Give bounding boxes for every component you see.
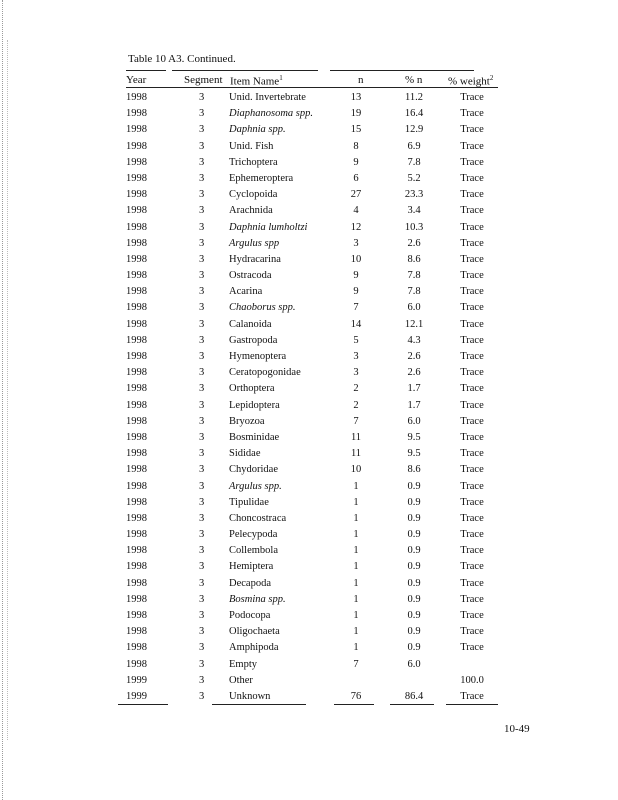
cell-n: 14	[350, 318, 362, 330]
cell-n: 19	[350, 108, 362, 120]
table-row	[0, 691, 618, 707]
cell-year: 1998	[126, 367, 147, 379]
cell-segment: 3	[199, 302, 205, 314]
table-row	[0, 124, 618, 140]
cell-pct-n: 4.3	[407, 334, 421, 346]
header-year: Year	[126, 74, 147, 86]
table-row	[0, 335, 618, 351]
cell-pct-weight: Trace	[460, 221, 484, 233]
table-row	[0, 675, 618, 691]
cell-n: 9	[353, 270, 359, 282]
cell-pct-weight: Trace	[460, 464, 484, 476]
cell-pct-n: 7.8	[407, 270, 421, 282]
cell-item-name: Bosmina spp.	[229, 593, 286, 605]
cell-segment: 3	[199, 577, 205, 589]
cell-n: 1	[353, 577, 359, 589]
table-row	[0, 464, 618, 480]
cell-n: 1	[353, 561, 359, 573]
cell-n: 7	[353, 658, 359, 670]
cell-year: 1998	[126, 626, 147, 638]
cell-segment: 3	[199, 448, 205, 460]
cell-segment: 3	[199, 367, 205, 379]
cell-item-name: Gastropoda	[229, 334, 278, 346]
cell-n: 1	[353, 480, 359, 492]
cell-year: 1998	[126, 270, 147, 282]
cell-item-name: Chaoborus spp.	[229, 302, 296, 314]
cell-item-name: Ephemeroptera	[229, 172, 294, 184]
cell-pct-weight: Trace	[460, 529, 484, 541]
cell-year: 1998	[126, 593, 147, 605]
cell-item-name: Unid. Invertebrate	[229, 92, 306, 103]
cell-item-name: Argulus spp.	[229, 480, 282, 492]
cell-pct-weight: Trace	[460, 92, 484, 103]
cell-year: 1998	[126, 577, 147, 589]
header-rule	[330, 70, 474, 71]
page-number: 10-49	[504, 723, 530, 735]
cell-item-name: Other	[229, 674, 253, 686]
cell-pct-weight: Trace	[460, 512, 484, 524]
cell-pct-weight: Trace	[460, 431, 484, 443]
cell-item-name: Hymenoptera	[229, 351, 287, 362]
header-rule	[126, 70, 166, 71]
cell-pct-n: 3.4	[407, 205, 421, 217]
cell-n: 6	[353, 172, 359, 184]
cell-segment: 3	[199, 610, 205, 621]
cell-item-name: Choncostraca	[229, 512, 287, 524]
cell-item-name: Cyclopoida	[229, 189, 278, 201]
cell-segment: 3	[199, 156, 205, 168]
cell-pct-n: 7.8	[407, 286, 421, 298]
cell-n: 11	[350, 431, 362, 443]
cell-segment: 3	[199, 593, 205, 605]
cell-pct-n: 10.3	[404, 221, 424, 233]
cell-n: 1	[353, 593, 359, 605]
cell-pct-n: 0.9	[407, 480, 421, 492]
cell-item-name: Unid. Fish	[229, 140, 274, 152]
cell-pct-weight: Trace	[460, 156, 484, 168]
cell-segment: 3	[199, 383, 205, 395]
cell-n: 13	[350, 92, 362, 103]
cell-segment: 3	[199, 286, 205, 298]
table-row	[0, 383, 618, 399]
cell-pct-n: 0.9	[407, 626, 421, 638]
cell-pct-weight: Trace	[460, 593, 484, 605]
cell-segment: 3	[199, 561, 205, 573]
cell-n: 9	[353, 286, 359, 298]
cell-pct-weight: Trace	[460, 690, 484, 702]
cell-segment: 3	[199, 415, 205, 427]
cell-n: 2	[353, 399, 359, 411]
header-rule	[172, 70, 318, 71]
cell-pct-weight: Trace	[460, 237, 484, 249]
cell-pct-weight: Trace	[460, 189, 484, 201]
cell-pct-n: 6.0	[407, 658, 421, 670]
cell-year: 1998	[126, 140, 147, 152]
header-pct-n: % n	[405, 74, 423, 86]
cell-year: 1998	[126, 172, 147, 184]
cell-n: 4	[353, 205, 359, 217]
table-row	[0, 222, 618, 238]
table-row	[0, 659, 618, 675]
cell-item-name: Daphnia lumholtzi	[229, 221, 308, 233]
cell-n: 10	[350, 253, 362, 265]
cell-item-name: Argulus spp	[229, 237, 280, 249]
cell-year: 1998	[126, 610, 147, 621]
cell-pct-n: 5.2	[407, 172, 421, 184]
cell-pct-weight: Trace	[460, 140, 484, 152]
cell-year: 1998	[126, 334, 147, 346]
cell-pct-n: 8.6	[407, 464, 421, 476]
cell-item-name: Empty	[229, 658, 257, 670]
table-row	[0, 319, 618, 335]
cell-year: 1998	[126, 221, 147, 233]
cell-n: 1	[353, 529, 359, 541]
header-item-name: Item Name$^1$	[230, 74, 283, 88]
table-row	[0, 497, 618, 513]
cell-segment: 3	[199, 512, 205, 524]
cell-segment: 3	[199, 92, 205, 103]
cell-year: 1998	[126, 318, 147, 330]
cell-n: 2	[353, 383, 359, 395]
cell-segment: 3	[199, 545, 205, 557]
table-row	[0, 561, 618, 577]
cell-n: 7	[353, 415, 359, 427]
cell-year: 1998	[126, 529, 147, 541]
cell-n: 76	[350, 690, 362, 702]
cell-pct-weight: Trace	[460, 367, 484, 379]
cell-n: 1	[353, 626, 359, 638]
cell-segment: 3	[199, 658, 205, 670]
cell-pct-weight: Trace	[460, 545, 484, 557]
table-body	[0, 92, 618, 707]
cell-item-name: Lepidoptera	[229, 399, 280, 411]
table-row	[0, 529, 618, 545]
cell-segment: 3	[199, 334, 205, 346]
cell-item-name: Amphipoda	[229, 642, 279, 654]
header-underline	[126, 87, 498, 88]
cell-year: 1998	[126, 124, 147, 136]
table-row	[0, 481, 618, 497]
cell-n: 15	[350, 124, 362, 136]
cell-year: 1998	[126, 642, 147, 654]
cell-pct-n: 2.6	[407, 351, 421, 362]
cell-item-name: Ceratopogonidae	[229, 367, 301, 379]
footer-rule	[212, 704, 306, 705]
cell-pct-weight: Trace	[460, 383, 484, 395]
cell-n: 10	[350, 464, 362, 476]
table-row	[0, 351, 618, 367]
table-row	[0, 400, 618, 416]
cell-item-name: Unknown	[229, 690, 271, 702]
cell-year: 1998	[126, 496, 147, 508]
table-row	[0, 416, 618, 432]
cell-year: 1998	[126, 512, 147, 524]
cell-year: 1998	[126, 189, 147, 201]
cell-segment: 3	[199, 464, 205, 476]
cell-segment: 3	[199, 642, 205, 654]
table-row	[0, 545, 618, 561]
cell-item-name: Chydoridae	[229, 464, 278, 476]
cell-pct-weight: Trace	[460, 415, 484, 427]
cell-year: 1998	[126, 658, 147, 670]
footer-rule	[118, 704, 168, 705]
cell-pct-weight: Trace	[460, 253, 484, 265]
table-row	[0, 173, 618, 189]
header-pct-weight: % weight$^2$	[448, 74, 494, 88]
table-row	[0, 626, 618, 642]
table-row	[0, 92, 618, 108]
cell-segment: 3	[199, 351, 205, 362]
cell-pct-weight: Trace	[460, 480, 484, 492]
cell-pct-n: 16.4	[404, 108, 424, 120]
table-row	[0, 286, 618, 302]
cell-pct-n: 0.9	[407, 545, 421, 557]
table-row	[0, 270, 618, 286]
cell-pct-n: 1.7	[407, 399, 421, 411]
cell-pct-n: 0.9	[407, 577, 421, 589]
cell-year: 1998	[126, 480, 147, 492]
cell-pct-weight: Trace	[460, 334, 484, 346]
cell-pct-n: 0.9	[407, 642, 421, 654]
cell-pct-n: 12.1	[404, 318, 424, 330]
cell-year: 1998	[126, 156, 147, 168]
cell-n: 1	[353, 496, 359, 508]
cell-n: 9	[353, 156, 359, 168]
table-row	[0, 594, 618, 610]
table-row	[0, 205, 618, 221]
cell-segment: 3	[199, 172, 205, 184]
cell-year: 1999	[126, 674, 147, 686]
cell-pct-n: 1.7	[407, 383, 421, 395]
cell-pct-weight: Trace	[460, 124, 484, 136]
table-row	[0, 238, 618, 254]
cell-n: 7	[353, 302, 359, 314]
cell-pct-weight: Trace	[460, 626, 484, 638]
cell-year: 1998	[126, 92, 147, 103]
footer-rule	[390, 704, 434, 705]
cell-item-name: Collembola	[229, 545, 278, 557]
cell-n: 3	[353, 237, 359, 249]
cell-pct-n: 11.2	[405, 92, 423, 103]
cell-item-name: Hemiptera	[229, 561, 274, 573]
cell-pct-weight: Trace	[460, 302, 484, 314]
cell-pct-weight: Trace	[460, 318, 484, 330]
footer-rule	[446, 704, 498, 705]
cell-n: 3	[353, 351, 359, 362]
cell-item-name: Sididae	[229, 448, 261, 460]
cell-pct-weight: Trace	[460, 108, 484, 120]
cell-n: 1	[353, 642, 359, 654]
cell-year: 1998	[126, 205, 147, 217]
cell-item-name: Tipulidae	[229, 496, 269, 508]
cell-item-name: Hydracarina	[229, 253, 281, 265]
cell-segment: 3	[199, 108, 205, 120]
cell-pct-n: 0.9	[407, 610, 421, 621]
table-row	[0, 108, 618, 124]
table-row	[0, 448, 618, 464]
header-n: n	[358, 74, 364, 86]
cell-segment: 3	[199, 674, 205, 686]
table-caption: Table 10 A3. Continued.	[128, 53, 236, 65]
cell-item-name: Daphnia spp.	[229, 124, 286, 136]
cell-pct-n: 6.9	[407, 140, 421, 152]
cell-segment: 3	[199, 480, 205, 492]
cell-n: 27	[350, 189, 362, 201]
cell-year: 1998	[126, 302, 147, 314]
cell-segment: 3	[199, 529, 205, 541]
cell-n: 3	[353, 367, 359, 379]
cell-year: 1998	[126, 464, 147, 476]
cell-n: 8	[353, 140, 359, 152]
cell-item-name: Ostracoda	[229, 270, 272, 282]
cell-pct-weight: 100.0	[460, 674, 484, 686]
cell-pct-weight: Trace	[460, 610, 484, 621]
cell-pct-n: 9.5	[407, 431, 421, 443]
cell-year: 1998	[126, 383, 147, 395]
cell-segment: 3	[199, 270, 205, 282]
cell-year: 1998	[126, 545, 147, 557]
header-segment: Segment	[184, 74, 223, 86]
cell-item-name: Acarina	[229, 286, 263, 298]
cell-year: 1998	[126, 108, 147, 120]
cell-segment: 3	[199, 221, 205, 233]
cell-year: 1999	[126, 690, 147, 702]
cell-pct-weight: Trace	[460, 561, 484, 573]
cell-item-name: Decapoda	[229, 577, 271, 589]
cell-pct-n: 23.3	[404, 189, 424, 201]
cell-pct-n: 2.6	[407, 237, 421, 249]
cell-n: 12	[350, 221, 362, 233]
cell-segment: 3	[199, 237, 205, 249]
cell-item-name: Arachnida	[229, 205, 273, 217]
cell-pct-weight: Trace	[460, 399, 484, 411]
cell-year: 1998	[126, 351, 147, 362]
cell-segment: 3	[199, 431, 205, 443]
cell-pct-n: 7.8	[407, 156, 421, 168]
cell-item-name: Bryozoa	[229, 415, 265, 427]
cell-item-name: Podocopa	[229, 610, 271, 621]
table-row	[0, 254, 618, 270]
cell-pct-weight: Trace	[460, 577, 484, 589]
cell-item-name: Trichoptera	[229, 156, 278, 168]
cell-item-name: Oligochaeta	[229, 626, 280, 638]
cell-segment: 3	[199, 189, 205, 201]
table-row	[0, 302, 618, 318]
cell-n: 1	[353, 610, 359, 621]
cell-pct-n: 6.0	[407, 415, 421, 427]
cell-year: 1998	[126, 415, 147, 427]
cell-pct-weight: Trace	[460, 286, 484, 298]
cell-item-name: Bosminidae	[229, 431, 280, 443]
table-row	[0, 610, 618, 626]
cell-pct-weight: Trace	[460, 205, 484, 217]
cell-pct-weight: Trace	[460, 351, 484, 362]
table-row	[0, 141, 618, 157]
cell-pct-n: 6.0	[407, 302, 421, 314]
cell-pct-weight: Trace	[460, 448, 484, 460]
cell-year: 1998	[126, 399, 147, 411]
cell-segment: 3	[199, 140, 205, 152]
cell-segment: 3	[199, 205, 205, 217]
cell-n: 11	[350, 448, 362, 460]
cell-pct-n: 0.9	[407, 512, 421, 524]
cell-pct-n: 0.9	[407, 496, 421, 508]
cell-pct-n: 0.9	[407, 561, 421, 573]
cell-item-name: Pelecypoda	[229, 529, 278, 541]
cell-pct-weight: Trace	[460, 642, 484, 654]
cell-segment: 3	[199, 690, 205, 702]
cell-n: 5	[353, 334, 359, 346]
cell-year: 1998	[126, 286, 147, 298]
table-row	[0, 513, 618, 529]
table-row	[0, 367, 618, 383]
cell-segment: 3	[199, 253, 205, 265]
cell-segment: 3	[199, 124, 205, 136]
cell-year: 1998	[126, 237, 147, 249]
cell-year: 1998	[126, 431, 147, 443]
cell-year: 1998	[126, 561, 147, 573]
table-row	[0, 189, 618, 205]
table-row	[0, 642, 618, 658]
cell-pct-n: 0.9	[407, 593, 421, 605]
cell-segment: 3	[199, 318, 205, 330]
table-row	[0, 432, 618, 448]
cell-pct-weight: Trace	[460, 270, 484, 282]
footer-rule	[334, 704, 374, 705]
cell-segment: 3	[199, 496, 205, 508]
cell-item-name: Diaphanosoma spp.	[229, 108, 314, 120]
cell-pct-weight: Trace	[460, 172, 484, 184]
cell-pct-n: 2.6	[407, 367, 421, 379]
cell-pct-n: 12.9	[404, 124, 424, 136]
cell-n: 1	[353, 545, 359, 557]
cell-item-name: Calanoida	[229, 318, 272, 330]
cell-n: 1	[353, 512, 359, 524]
cell-pct-n: 8.6	[407, 253, 421, 265]
cell-segment: 3	[199, 626, 205, 638]
cell-year: 1998	[126, 253, 147, 265]
cell-pct-n: 86.4	[404, 690, 424, 702]
cell-year: 1998	[126, 448, 147, 460]
cell-segment: 3	[199, 399, 205, 411]
cell-pct-weight: Trace	[460, 496, 484, 508]
cell-pct-n: 0.9	[407, 529, 421, 541]
table-row	[0, 578, 618, 594]
cell-item-name: Orthoptera	[229, 383, 275, 395]
table-row	[0, 157, 618, 173]
cell-pct-n: 9.5	[407, 448, 421, 460]
